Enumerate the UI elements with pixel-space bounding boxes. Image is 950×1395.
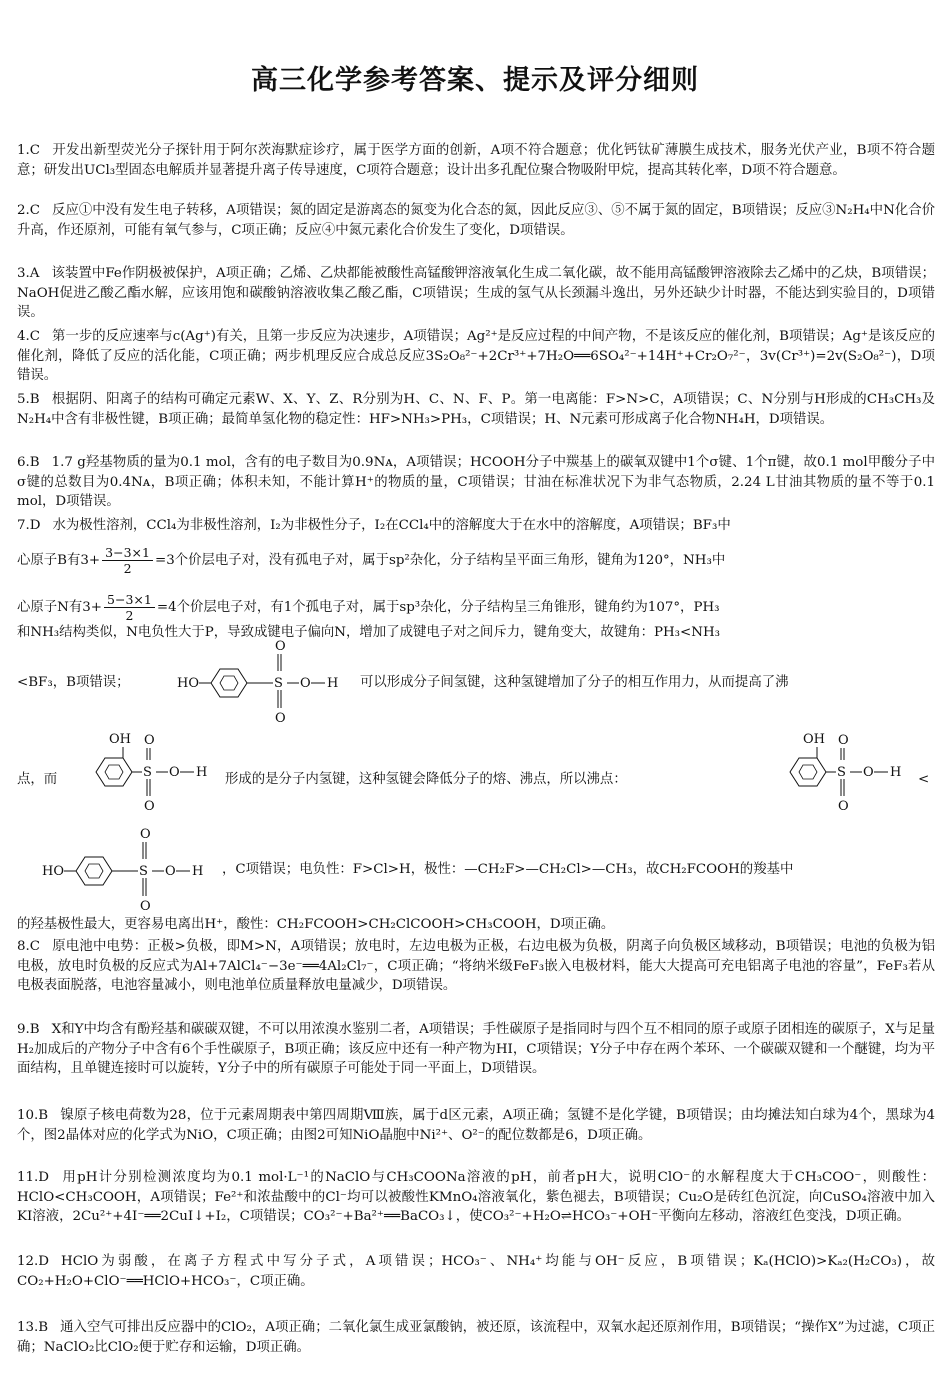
svg-text:H: H (890, 765, 902, 780)
question-7-line-5: <BF₃，B项错误； (17, 675, 130, 690)
question-3: 3.A 该装置中Fe作阴极被保护，A项正确；乙烯、乙炔都能被酸性高锰酸钾溶液氧化生成二氧化碳，故不能用高锰酸钾溶液除去乙烯中的乙炔，B项错误；NaOH促进乙酸乙酯水解，应该用饱和碳酸钠溶液收集乙酸乙酯，C项错误；生成的氢气从长颈漏斗逸出，另外还缺少计时器，不能达到实验目的，D项错误。 (17, 266, 935, 321)
question-4: 4.C 第一步的反应速率与c(Ag⁺)有关，且第一步反应为决速步，A项错误；Ag²⁺是反应过程的中间产物，不是该反应的催化剂，B项错误；Ag⁺是该反应的催化剂，降低了反应的活化能，C项正确；两步机理反应合成总反应3S₂O₈²⁻+2Cr³⁺+7H₂O══6SO₄²⁻+14H⁺+Cr₂O₇²⁻，3v(Cr³⁺)=2v(S₂O₈²⁻)，D项错误。 (17, 329, 935, 384)
question-7-line-6: 点，而 (17, 772, 58, 787)
svg-text:H: H (327, 676, 339, 691)
svg-text:O: O (165, 864, 176, 879)
svg-text:O: O (863, 765, 874, 780)
svg-text:S: S (837, 765, 846, 780)
answer-letter: A (29, 266, 40, 281)
svg-text:O: O (140, 827, 151, 842)
structure-para-hydroxy-sulfonic-acid (175, 638, 360, 734)
svg-text:S: S (139, 864, 148, 879)
question-13: 13.B 通入空气可排出反应器中的ClO₂，A项正确；二氧化氯生成亚氯酸钠，被还原，该流程中，双氧水起还原剂作用，B项错误；“操作X”为过滤，C项正确；NaClO₂比ClO₂便于贮存和运输，D项正确。 (17, 1320, 935, 1355)
svg-text:O: O (300, 676, 311, 691)
question-7-line-2: 心原子B有3+ $\frac{3-3\times 1}{2}$ =3个价层电子对，没有孤电子对，属于sp²杂化，分子结构呈平面三角形，键角为120°，NH₃中 (17, 545, 726, 576)
explanation: 第一步的反应速率与c(Ag⁺)有关，且第一步反应为决速步，A项错误；Ag²⁺是反应过程的中间产物，不是该反应的催化剂，B项错误；Ag⁺是该反应的催化剂，降低了反应的活化能，C项正确；两步机理反应合成总反应3S₂O₈²⁻+2Cr³⁺+7H₂O══6SO₄²⁻+14H⁺+Cr₂O₇²⁻，3v(Cr³⁺)=2v(S₂O₈²⁻)，D项错误。 (17, 329, 935, 384)
explanation: HClO为弱酸，在离子方程式中写分子式，A项错误；HCO₃⁻、NH₄⁺均能与OH⁻反应，B项错误；Kₐ(HClO)>Kₐ₂(H₂CO₃)，故CO₂+H₂O+ClO⁻══HClO+HCO₃⁻，C项正确。 (17, 1254, 935, 1289)
question-7-line-4: 和NH₃结构类似，N电负性大于P，导致成键电子偏向N，增加了成键电子对之间斥力，键角变大，故键角：PH₃<NH₃ (17, 625, 721, 640)
question-7-line-7: ，C项错误；电负性：F>Cl>H，极性：—CH₂F>—CH₂Cl>—CH₃，故CH₂FCOOH的羧基中 (222, 862, 794, 877)
svg-text:H: H (192, 864, 204, 879)
question-7-line-5-cont: 可以形成分子间氢键，这种氢键增加了分子的相互作用力，从而提高了沸 (360, 675, 789, 690)
explanation: 根据阴、阳离子的结构可确定元素W、X、Y、Z、R分别为H、C、N、F、P。第一电离能：F>N>C，A项错误；C、N分别与H形成的CH₃CH₃及N₂H₄中含有非极性键，B项正确；最简单氢化物的稳定性：HF>NH₃>PH₃，C项错误；H、N元素可形成离子化合物NH₄H，D项错误。 (17, 392, 935, 427)
answer-letter: D (38, 1254, 50, 1269)
structure-para-hydroxy-sulfonic-acid-2 (40, 826, 225, 922)
question-6: 6.B 1.7 g羟基物质的量为0.1 mol，含有的电子数目为0.9Nᴀ，A项错误；HCOOH分子中羰基上的碳氧双键中1个σ键、1个π键，故0.1 mol甲酸分子中σ键的总数目为0.4Nᴀ，B项正确；体积未知，不能计算H⁺的物质的量，C项错误；甘油在标准状况下为非气态物质，2.24 L甘油其物质的量不等于0.1 mol，D项错误。 (17, 455, 935, 510)
question-2: 2.C 反应①中没有发生电子转移，A项错误；氮的固定是游离态的氮变为化合态的氮，因此反应③、⑤不属于氮的固定，B项错误；反应③N₂H₄中N化合价升高，作还原剂，可能有氧气参与，C项正确；反应④中氮元素化合价发生了变化，D项错误。 (17, 203, 935, 238)
svg-text:O: O (144, 733, 155, 748)
explanation: X和Y中均含有酚羟基和碳碳双键，不可以用浓溴水鉴别二者，A项错误；手性碳原子是指同时与四个互不相同的原子或原子团相连的碳原子，X与足量H₂加成后的产物分子中含有6个手性碳原子，B项正确；该反应中还有一种产物为HI，C项错误；Y分子中存在两个苯环、一个碳碳双键和一个醚键，均为平面结构，且单键连接时可以旋转，Y分子中的所有碳原子可能处于同一平面上，D项错误。 (17, 1022, 935, 1077)
answer-letter: D (38, 1170, 50, 1185)
fraction: $\frac{3-3\times 1}{2}$ (102, 545, 153, 576)
answer-letter: C (29, 329, 41, 344)
explanation: 1.7 g羟基物质的量为0.1 mol，含有的电子数目为0.9Nᴀ，A项错误；HCOOH分子中羰基上的碳氧双键中1个σ键、1个π键，故0.1 mol甲酸分子中σ键的总数目为0.4Nᴀ，B项正确；体积未知，不能计算H⁺的物质的量，C项错误；甘油在标准状况下为非气态物质，2.24 L甘油其物质的量不等于0.1 mol，D项错误。 (17, 455, 935, 510)
svg-text:HO: HO (177, 676, 199, 691)
svg-text:O: O (838, 733, 849, 748)
svg-text:HO: HO (42, 864, 64, 879)
question-7-line-6-cont: 形成的是分子内氢键，这种氢键会降低分子的熔、沸点，所以沸点： (225, 772, 627, 787)
svg-text:S: S (274, 676, 283, 691)
svg-text:S: S (143, 765, 152, 780)
answer-letter: C (29, 939, 41, 954)
fraction: $\frac{5-3\times 1}{2}$ (104, 592, 155, 623)
question-5: 5.B 根据阴、阳离子的结构可确定元素W、X、Y、Z、R分别为H、C、N、F、P。第一电离能：F>N>C，A项错误；C、N分别与H形成的CH₃CH₃及N₂H₄中含有非极性键，B项正确；最简单氢化物的稳定性：HF>NH₃>PH₃，C项错误；H、N元素可形成离子化合物NH₄H，D项错误。 (17, 392, 935, 427)
svg-text:O: O (275, 711, 286, 726)
question-10: 10.B 镍原子核电荷数为28，位于元素周期表中第四周期Ⅷ族，属于d区元素，A项正确；氢键不是化学键，B项错误；由均摊法知白球为4个，黑球为4个，图2晶体对应的化学式为NiO，C项正确；由图2可知NiO晶胞中Ni²⁺、O²⁻的配位数都是6，D项正确。 (17, 1108, 935, 1143)
question-7-line-8: 的羟基极性最大，更容易电离出H⁺，酸性：CH₂FCOOH>CH₂ClCOOH>CH₃COOH，D项正确。 (17, 917, 615, 932)
explanation: 反应①中没有发生电子转移，A项错误；氮的固定是游离态的氮变为化合态的氮，因此反应③、⑤不属于氮的固定，B项错误；反应③N₂H₄中N化合价升高，作还原剂，可能有氧气参与，C项正确；反应④中氮元素化合价发生了变化，D项错误。 (17, 203, 935, 238)
svg-text:O: O (169, 765, 180, 780)
answer-letter: C (29, 203, 41, 218)
explanation: 镍原子核电荷数为28，位于元素周期表中第四周期Ⅷ族，属于d区元素，A项正确；氢键不是化学键，B项错误；由均摊法知白球为4个，黑球为4个，图2晶体对应的化学式为NiO，C项正确；由图2可知NiO晶胞中Ni²⁺、O²⁻的配位数都是6，D项正确。 (17, 1108, 935, 1143)
question-1: 1.C 开发出新型荧光分子探针用于阿尔茨海默症诊疗，属于医学方面的创新，A项不符合题意；优化钙钛矿薄膜生成技术，服务光伏产业，B项不符合题意；研发出UCl₃型固态电解质并显著提升离子传导速度，C项符合题意；设计出多孔配位聚合物吸附甲烷，提高其转化率，D项不符合题意。 (17, 143, 935, 178)
svg-text:OH: OH (803, 732, 825, 747)
question-8: 8.C 原电池中电势：正极>负极，即M>N，A项错误；放电时，左边电极为正极，右边电极为负极，阴离子向负极区域移动，B项错误；电池的负极为铝电极，放电时负极的反应式为Al+7AlCl₄⁻−3e⁻══4Al₂Cl₇⁻，C项正确；“将纳米级FeF₃嵌入电极材料，能大大提高可充电铝离子电池的容量”，FeF₃若从电极表面脱落，电池容量减小，则电池单位质量释放电量减少，D项错误。 (17, 939, 935, 994)
svg-text:H: H (196, 765, 208, 780)
svg-text:O: O (144, 799, 155, 814)
svg-text:O: O (838, 799, 849, 814)
question-7-line-1: 7.D 水为极性溶剂，CCl₄为非极性溶剂，I₂为非极性分子，I₂在CCl₄中的溶解度大于在水中的溶解度，A项错误；BF₃中 (17, 518, 731, 533)
question-9: 9.B X和Y中均含有酚羟基和碳碳双键，不可以用浓溴水鉴别二者，A项错误；手性碳原子是指同时与四个互不相同的原子或原子团相连的碳原子，X与足量H₂加成后的产物分子中含有6个手性碳原子，B项正确；该反应中还有一种产物为HI，C项错误；Y分子中存在两个苯环、一个碳碳双键和一个醚键，均为平面结构，且单键连接时可以旋转，Y分子中的所有碳原子可能处于同一平面上，D项错误。 (17, 1022, 935, 1077)
question-7-line-3: 心原子N有3+ $\frac{5-3\times 1}{2}$ =4个价层电子对，有1个孤电子对，属于sp³杂化，分子结构呈三角锥形，键角约为107°，PH₃ (17, 592, 720, 623)
answer-letter: B (29, 392, 40, 407)
explanation: 通入空气可排出反应器中的ClO₂，A项正确；二氧化氯生成亚氯酸钠，被还原，该流程中，双氧水起还原剂作用，B项错误；“操作X”为过滤，C项正确；NaClO₂比ClO₂便于贮存和运输，D项正确。 (17, 1320, 935, 1355)
question-12: 12.D HClO为弱酸，在离子方程式中写分子式，A项错误；HCO₃⁻、NH₄⁺均能与OH⁻反应，B项错误；Kₐ(HClO)>Kₐ₂(H₂CO₃)，故CO₂+H₂O+ClO⁻══HClO+HCO₃⁻，C项正确。 (17, 1254, 935, 1289)
answer-letter: B (29, 1022, 40, 1037)
explanation: 用pH计分别检测浓度均为0.1 mol·L⁻¹的NaClO与CH₃COONa溶液的pH，前者pH大，说明ClO⁻的水解程度大于CH₃COO⁻，则酸性：HClO<CH₃COOH，A项错误；Fe²⁺和浓盐酸中的Cl⁻均可以被酸性KMnO₄溶液氧化，紫色褪去，B项错误；Cu₂O是砖红色沉淀，向CuSO₄溶液中加入KI溶液，2Cu²⁺+4I⁻══2CuI↓+I₂，C项错误；CO₃²⁻+Ba²⁺══BaCO₃↓，使CO₃²⁻+H₂O⇌HCO₃⁻+OH⁻平衡向左移动，溶液红色变浅，D项正确。 (17, 1170, 935, 1225)
svg-text:OH: OH (109, 732, 131, 747)
page-title: 高三化学参考答案、提示及评分细则 (251, 65, 699, 96)
answer-letter: B (29, 455, 40, 470)
structure-ortho-hydroxy-sulfonic-acid (82, 728, 222, 832)
question-7-less-than: < (918, 772, 930, 787)
explanation: 原电池中电势：正极>负极，即M>N，A项错误；放电时，左边电极为正极，右边电极为负极，阴离子向负极区域移动，B项错误；电池的负极为铝电极，放电时负极的反应式为Al+7AlCl₄⁻−3e⁻══4Al₂Cl₇⁻，C项正确；“将纳米级FeF₃嵌入电极材料，能大大提高可充电铝离子电池的容量”，FeF₃若从电极表面脱落，电池容量减小，则电池单位质量释放电量减少，D项错误。 (17, 939, 935, 994)
svg-text:O: O (275, 639, 286, 654)
answer-letter: B (38, 1108, 49, 1123)
structure-ortho-hydroxy-sulfonic-acid-2 (776, 728, 916, 832)
explanation: 该装置中Fe作阴极被保护，A项正确；乙烯、乙炔都能被酸性高锰酸钾溶液氧化生成二氧化碳，故不能用高锰酸钾溶液除去乙烯中的乙炔，B项错误；NaOH促进乙酸乙酯水解，应该用饱和碳酸钠溶液收集乙酸乙酯，C项错误；生成的氢气从长颈漏斗逸出，另外还缺少计时器，不能达到实验目的，D项错误。 (17, 266, 935, 321)
answer-letter: B (38, 1320, 49, 1335)
question-11: 11.D 用pH计分别检测浓度均为0.1 mol·L⁻¹的NaClO与CH₃COONa溶液的pH，前者pH大，说明ClO⁻的水解程度大于CH₃COO⁻，则酸性：HClO<CH₃COOH，A项错误；Fe²⁺和浓盐酸中的Cl⁻均可以被酸性KMnO₄溶液氧化，紫色褪去，B项错误；Cu₂O是砖红色沉淀，向CuSO₄溶液中加入KI溶液，2Cu²⁺+4I⁻══2CuI↓+I₂，C项错误；CO₃²⁻+Ba²⁺══BaCO₃↓，使CO₃²⁻+H₂O⇌HCO₃⁻+OH⁻平衡向左移动，溶液红色变浅，D项正确。 (17, 1170, 935, 1225)
explanation: 开发出新型荧光分子探针用于阿尔茨海默症诊疗，属于医学方面的创新，A项不符合题意；优化钙钛矿薄膜生成技术，服务光伏产业，B项不符合题意；研发出UCl₃型固态电解质并显著提升离子传导速度，C项符合题意；设计出多孔配位聚合物吸附甲烷，提高其转化率，D项不符合题意。 (17, 143, 935, 178)
answer-letter: C (29, 143, 41, 158)
svg-text:O: O (140, 899, 151, 914)
